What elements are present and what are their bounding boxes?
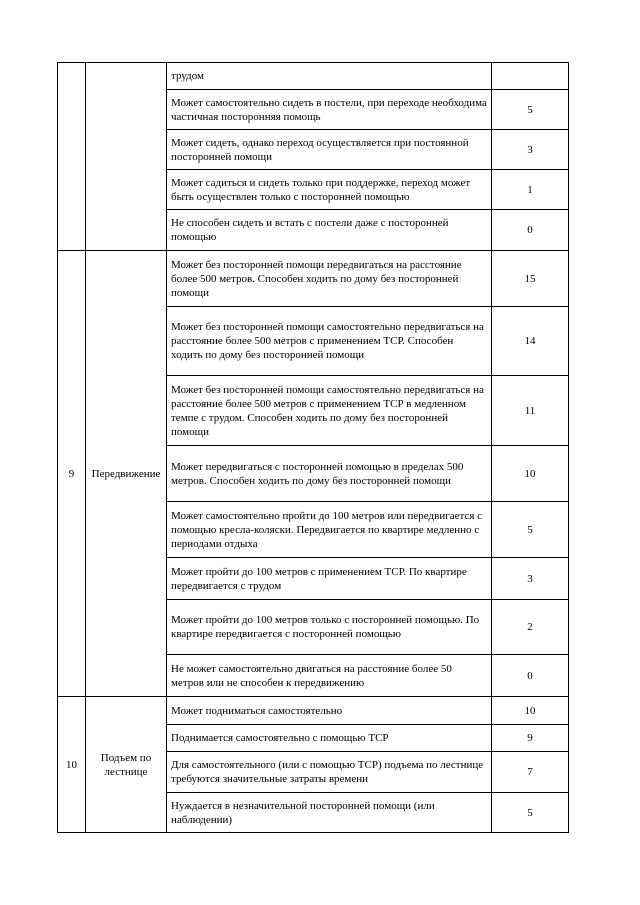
score-value: 5 (492, 90, 569, 130)
criterion-text: Может передвигаться с посторонней помощью в пределах 500 метров. Способен ходить по дому без посторонней помощи (167, 446, 492, 502)
criterion-text: Не может самостоятельно двигаться на расстояние более 50 метров или не способен к передвижению (167, 655, 492, 697)
score-value (492, 63, 569, 90)
criterion-text: Может без посторонней помощи самостоятельно передвигаться на расстояние более 500 метров с применением ТСР. Способен ходить по дому без посторонней помощи (167, 307, 492, 376)
section-number: 10 (58, 697, 86, 833)
assessment-table (57, 62, 569, 833)
section-name-cell (86, 63, 167, 251)
score-value: 3 (492, 130, 569, 170)
criterion-text: Для самостоятельного (или с помощью ТСР) подъема по лестнице требуются значительные затраты времени (167, 752, 492, 793)
criterion-text: Может без посторонней помощи передвигаться на расстояние более 500 метров. Способен ходить по дому без посторонней помощи (167, 251, 492, 307)
criterion-text: Может без посторонней помощи самостоятельно передвигаться на расстояние более 500 метров с применением ТСР в медленном темпе с трудом. Способен ходить по дому без посторонней помощи (167, 376, 492, 446)
score-value: 7 (492, 752, 569, 793)
criterion-text: Может самостоятельно пройти до 100 метров или передвигается с помощью кресла-коляски. Передвигается по квартире медленно с периодами отдыха (167, 502, 492, 558)
section-name: Передвижение (86, 251, 167, 697)
score-value: 14 (492, 307, 569, 376)
criterion-text: Поднимается самостоятельно с помощью ТСР (167, 725, 492, 752)
table-row (58, 63, 569, 90)
score-value: 10 (492, 697, 569, 725)
criterion-text: Может подниматься самостоятельно (167, 697, 492, 725)
score-value: 0 (492, 210, 569, 251)
criterion-text: Нуждается в незначительной посторонней помощи (или наблюдении) (167, 793, 492, 833)
table-row (58, 251, 569, 307)
criterion-text: Может садиться и сидеть только при поддержке, переход может быть осуществлен только с посторонней помощью (167, 170, 492, 210)
score-value: 2 (492, 600, 569, 655)
score-value: 5 (492, 793, 569, 833)
score-value: 3 (492, 558, 569, 600)
criterion-text: Может пройти до 100 метров с применением ТСР. По квартире передвигается с трудом (167, 558, 492, 600)
score-value: 11 (492, 376, 569, 446)
score-value: 0 (492, 655, 569, 697)
criterion-text: трудом (167, 63, 492, 90)
score-value: 1 (492, 170, 569, 210)
criterion-text: Не способен сидеть и встать с постели даже с посторонней помощью (167, 210, 492, 251)
criterion-text: Может самостоятельно сидеть в постели, при переходе необходима частичная посторонняя помощь (167, 90, 492, 130)
criterion-text: Может сидеть, однако переход осуществляется при постоянной посторонней помощи (167, 130, 492, 170)
section-number-cell (58, 63, 86, 251)
section-name: Подъем по лестнице (86, 697, 167, 833)
section-number: 9 (58, 251, 86, 697)
score-value: 9 (492, 725, 569, 752)
score-value: 5 (492, 502, 569, 558)
score-value: 15 (492, 251, 569, 307)
criterion-text: Может пройти до 100 метров только с посторонней помощью. По квартире передвигается с посторонней помощью (167, 600, 492, 655)
score-value: 10 (492, 446, 569, 502)
table-row (58, 697, 569, 725)
